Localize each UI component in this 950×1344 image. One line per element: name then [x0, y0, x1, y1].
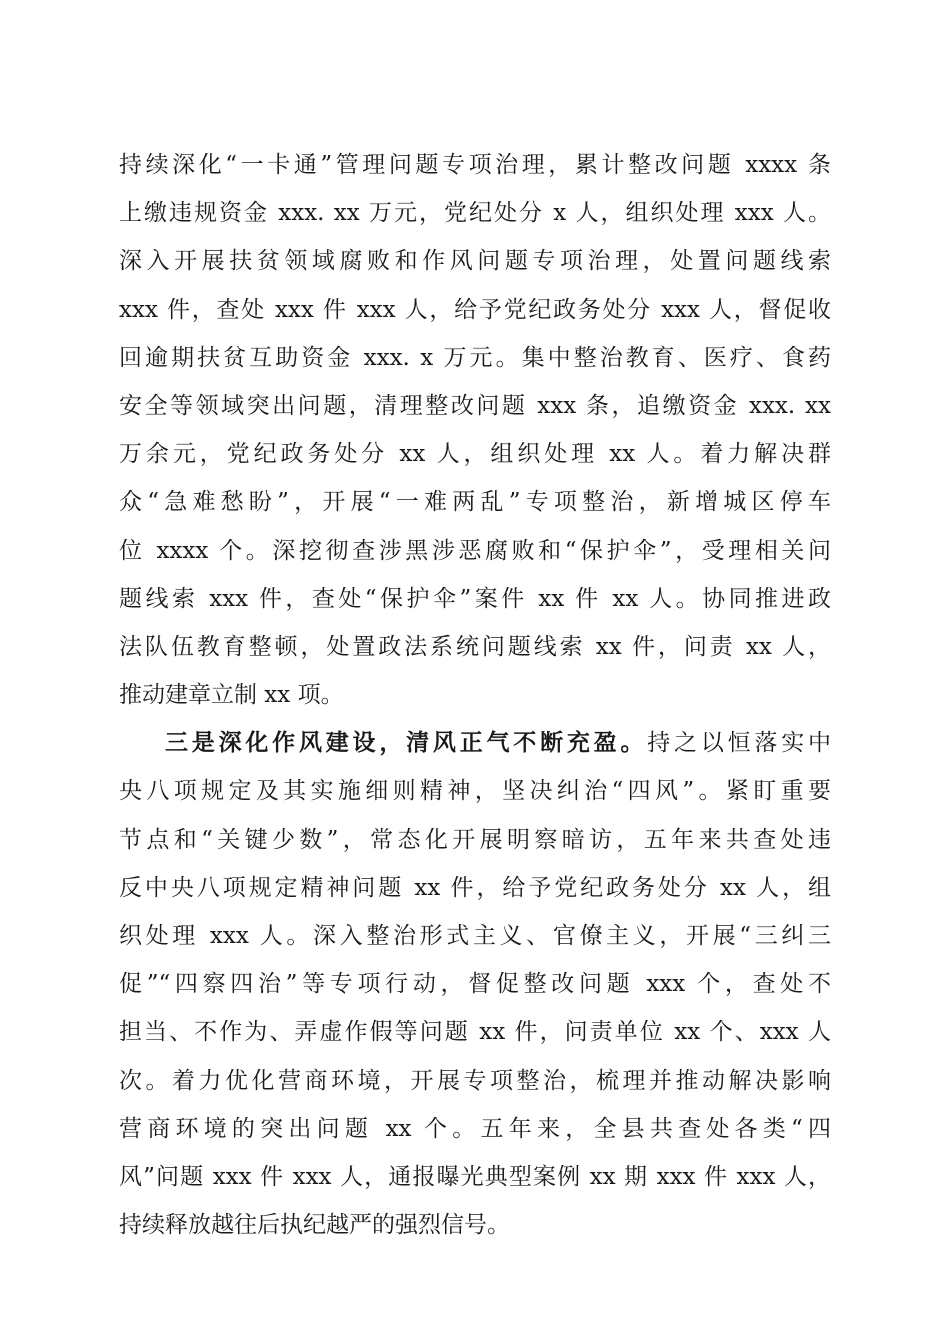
section-heading: 三是深化作风建设，清风正气不断充盈。 [165, 729, 648, 757]
paragraph-line: 安全等领域突出问题，清理整改问题 xxx 条，追缴资金 xxx. xx [119, 392, 831, 419]
paragraph-line-rest: 持之以恒落实中 [647, 730, 832, 757]
paragraph-line: 推动建章立制 xx 项。 [119, 682, 344, 709]
paragraph-line: 持续释放越往后执纪越严的强烈信号。 [119, 1212, 510, 1239]
paragraph-line: xxx 件，查处 xxx 件 xxx 人，给予党纪政务处分 xxx 人，督促收 [119, 296, 831, 323]
paragraph-line: 风”问题 xxx 件 xxx 人，通报曝光典型案例 xx 期 xxx 件 xxx 人， [119, 1163, 831, 1190]
paragraph-first-line [119, 719, 831, 767]
paragraph-line: 题线索 xxx 件，查处“保护伞”案件 xx 件 xx 人。协同推进政 [119, 585, 831, 612]
paragraph-line: 节点和“关键少数”，常态化开展明察暗访，五年来共查处违 [119, 826, 831, 853]
paragraph-line: 众“急难愁盼”，开展“一难两乱”专项整治，新增城区停车 [119, 489, 831, 516]
paragraph-line: 回逾期扶贫互助资金 xxx. x 万元。集中整治教育、医疗、食药 [119, 344, 831, 371]
paragraph-line: 上缴违规资金 xxx. xx 万元，党纪处分 x 人，组织处理 xxx 人。 [119, 200, 831, 227]
paragraph-line: 次。着力优化营商环境，开展专项整治，梳理并推动解决影响 [119, 1067, 831, 1094]
paragraph-line: 营商环境的突出问题 xx 个。五年来，全县共查处各类“四 [119, 1115, 831, 1142]
paragraph-line: 位 xxxx 个。深挖彻查涉黑涉恶腐败和“保护伞”，受理相关问 [119, 537, 831, 564]
paragraph-line: 央八项规定及其实施细则精神，坚决纠治“四风”。紧盯重要 [119, 778, 831, 805]
paragraph-line: 持续深化“一卡通”管理问题专项治理，累计整改问题 xxxx 条 [119, 152, 831, 178]
paragraph-line: 促”“四察四治”等专项行动，督促整改问题 xxx 个，查处不 [119, 971, 831, 998]
paragraph-line: 万余元，党纪政务处分 xx 人，组织处理 xx 人。着力解决群 [119, 441, 831, 468]
paragraph-line: 织处理 xxx 人。深入整治形式主义、官僚主义，开展“三纠三 [119, 923, 831, 949]
paragraph-line: 反中央八项规定精神问题 xx 件，给予党纪政务处分 xx 人，组 [119, 874, 831, 901]
body-text [119, 141, 831, 1249]
paragraph-line: 法队伍教育整顿，处置政法系统问题线索 xx 件，问责 xx 人， [119, 633, 831, 660]
paragraph-line: 担当、不作为、弄虚作假等问题 xx 件，问责单位 xx 个、xxx 人 [119, 1019, 831, 1046]
paragraph-line: 深入开展扶贫领域腐败和作风问题专项治理，处置问题线索 [119, 248, 831, 275]
